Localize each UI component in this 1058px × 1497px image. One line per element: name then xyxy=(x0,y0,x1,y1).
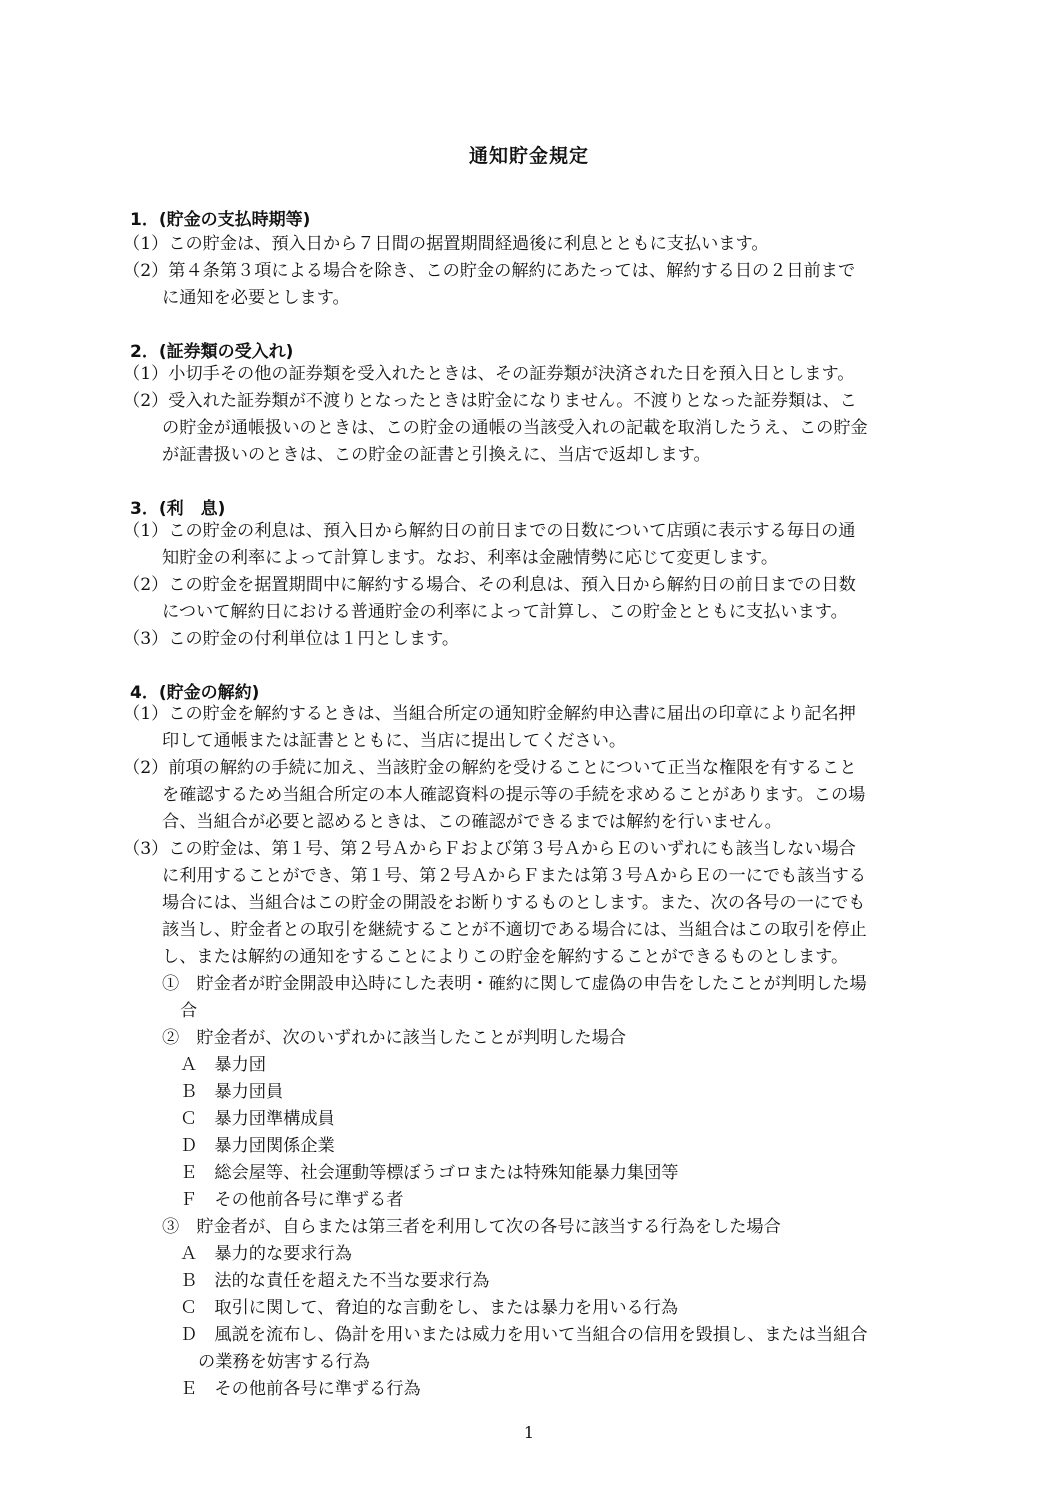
section-2-line-3: の貯金が通帳扱いのときは、この貯金の通帳の当該受入れの記載を取消したうえ、この貯金 xyxy=(162,418,868,438)
section-4-item-3-d-cont: の業務を妨害する行為 xyxy=(198,1352,370,1372)
section-3-line-3: （2）この貯金を据置期間中に解約する場合、その利息は、預入日から解約日の前日までの日数 xyxy=(123,575,856,595)
section-4-line-10: し、または解約の通知をすることによりこの貯金を解約することができるものとします。 xyxy=(162,947,849,967)
section-4-line-3: （2）前項の解約の手続に加え、当該貯金の解約を受けることについて正当な権限を有すること xyxy=(123,758,857,778)
section-3-line-1: （1）この貯金の利息は、預入日から解約日の前日までの日数について店頭に表示する毎日の通 xyxy=(123,521,856,541)
section-4-line-4: を確認するため当組合所定の本人確認資料の提示等の手続を求めることがあります。この場 xyxy=(162,785,866,805)
section-3-line-4: について解約日における普通貯金の利率によって計算し、この貯金とともに支払います。 xyxy=(162,602,848,622)
section-4-item-2-e: Ｅ 総会屋等、社会運動等標ぼうゴロまたは特殊知能暴力集団等 xyxy=(180,1163,679,1183)
section-4-item-3-a: Ａ 暴力的な要求行為 xyxy=(180,1244,352,1264)
section-4-item-2-b: Ｂ 暴力団員 xyxy=(180,1082,284,1102)
section-4-line-8: 場合には、当組合はこの貯金の開設をお断りするものとします。また、次の各号の一にでも xyxy=(162,893,866,913)
section-4-item-2: ② 貯金者が、次のいずれかに該当したことが判明した場合 xyxy=(162,1028,627,1048)
section-4-item-2-a: Ａ 暴力団 xyxy=(180,1055,266,1075)
section-4-item-3-d: Ｄ 風説を流布し、偽計を用いまたは威力を用いて当組合の信用を毀損し、または当組合 xyxy=(180,1325,868,1345)
section-2-line-1: （1）小切手その他の証券類を受入れたときは、その証券類が決済された日を預入日とします。 xyxy=(123,364,855,384)
section-4-item-1-cont: 合 xyxy=(180,1001,198,1021)
section-4-item-3-c: Ｃ 取引に関して、脅迫的な言動をし、または暴力を用いる行為 xyxy=(180,1298,679,1318)
page-number: 1 xyxy=(523,1423,535,1442)
section-4-item-3-e: Ｅ その他前各号に準ずる行為 xyxy=(180,1379,421,1399)
section-3-heading: 3．(利 息) xyxy=(130,499,226,519)
section-4-line-1: （1）この貯金を解約するときは、当組合所定の通知貯金解約申込書に届出の印章により記名押 xyxy=(123,704,856,724)
section-2-line-4: が証書扱いのときは、この貯金の証書と引換えに、当店で返却します。 xyxy=(162,445,711,465)
document-title: 通知貯金規定 xyxy=(468,145,589,167)
section-1-line-3: に通知を必要とします。 xyxy=(162,288,350,308)
section-4-line-5: 合、当組合が必要と認めるときは、この確認ができるまでは解約を行いません。 xyxy=(162,812,782,832)
section-4-line-7: に利用することができ、第１号、第２号ＡからＦまたは第３号ＡからＥの一にでも該当する xyxy=(162,866,867,886)
section-4-item-2-f: Ｆ その他前各号に準ずる者 xyxy=(180,1190,404,1210)
section-3-line-2: 知貯金の利率によって計算します。なお、利率は金融情勢に応じて変更します。 xyxy=(162,548,779,568)
section-4-heading: 4．(貯金の解約) xyxy=(130,683,260,703)
section-4-item-1: ① 貯金者が貯金開設申込時にした表明・確約に関して虚偽の申告をしたことが判明した場 xyxy=(162,974,867,994)
section-2-line-2: （2）受入れた証券類が不渡りとなったときは貯金になりません。不渡りとなった証券類は、こ xyxy=(123,391,857,411)
section-4-line-2: 印して通帳または証書とともに、当店に提出してください。 xyxy=(162,731,627,751)
section-4-item-3-b: Ｂ 法的な責任を超えた不当な要求行為 xyxy=(180,1271,490,1291)
section-1-line-2: （2）第４条第３項による場合を除き、この貯金の解約にあたっては、解約する日の２日前まで xyxy=(123,261,856,281)
section-4-item-3: ③ 貯金者が、自らまたは第三者を利用して次の各号に該当する行為をした場合 xyxy=(162,1217,781,1237)
section-1-line-1: （1）この貯金は、預入日から７日間の据置期間経過後に利息とともに支払います。 xyxy=(123,234,769,254)
section-1-heading: 1．(貯金の支払時期等) xyxy=(130,210,311,230)
section-4-line-9: 該当し、貯金者との取引を継続することが不適切である場合には、当組合はこの取引を停止 xyxy=(162,920,867,940)
section-4-line-6: （3）この貯金は、第１号、第２号ＡからＦおよび第３号ＡからＥのいずれにも該当しない場合 xyxy=(123,839,856,859)
section-2-heading: 2．(証券類の受入れ) xyxy=(130,342,294,362)
section-4-item-2-d: Ｄ 暴力団関係企業 xyxy=(180,1136,335,1156)
section-3-line-5: （3）この貯金の付利単位は１円とします。 xyxy=(123,629,460,649)
section-4-item-2-c: Ｃ 暴力団準構成員 xyxy=(180,1109,335,1129)
